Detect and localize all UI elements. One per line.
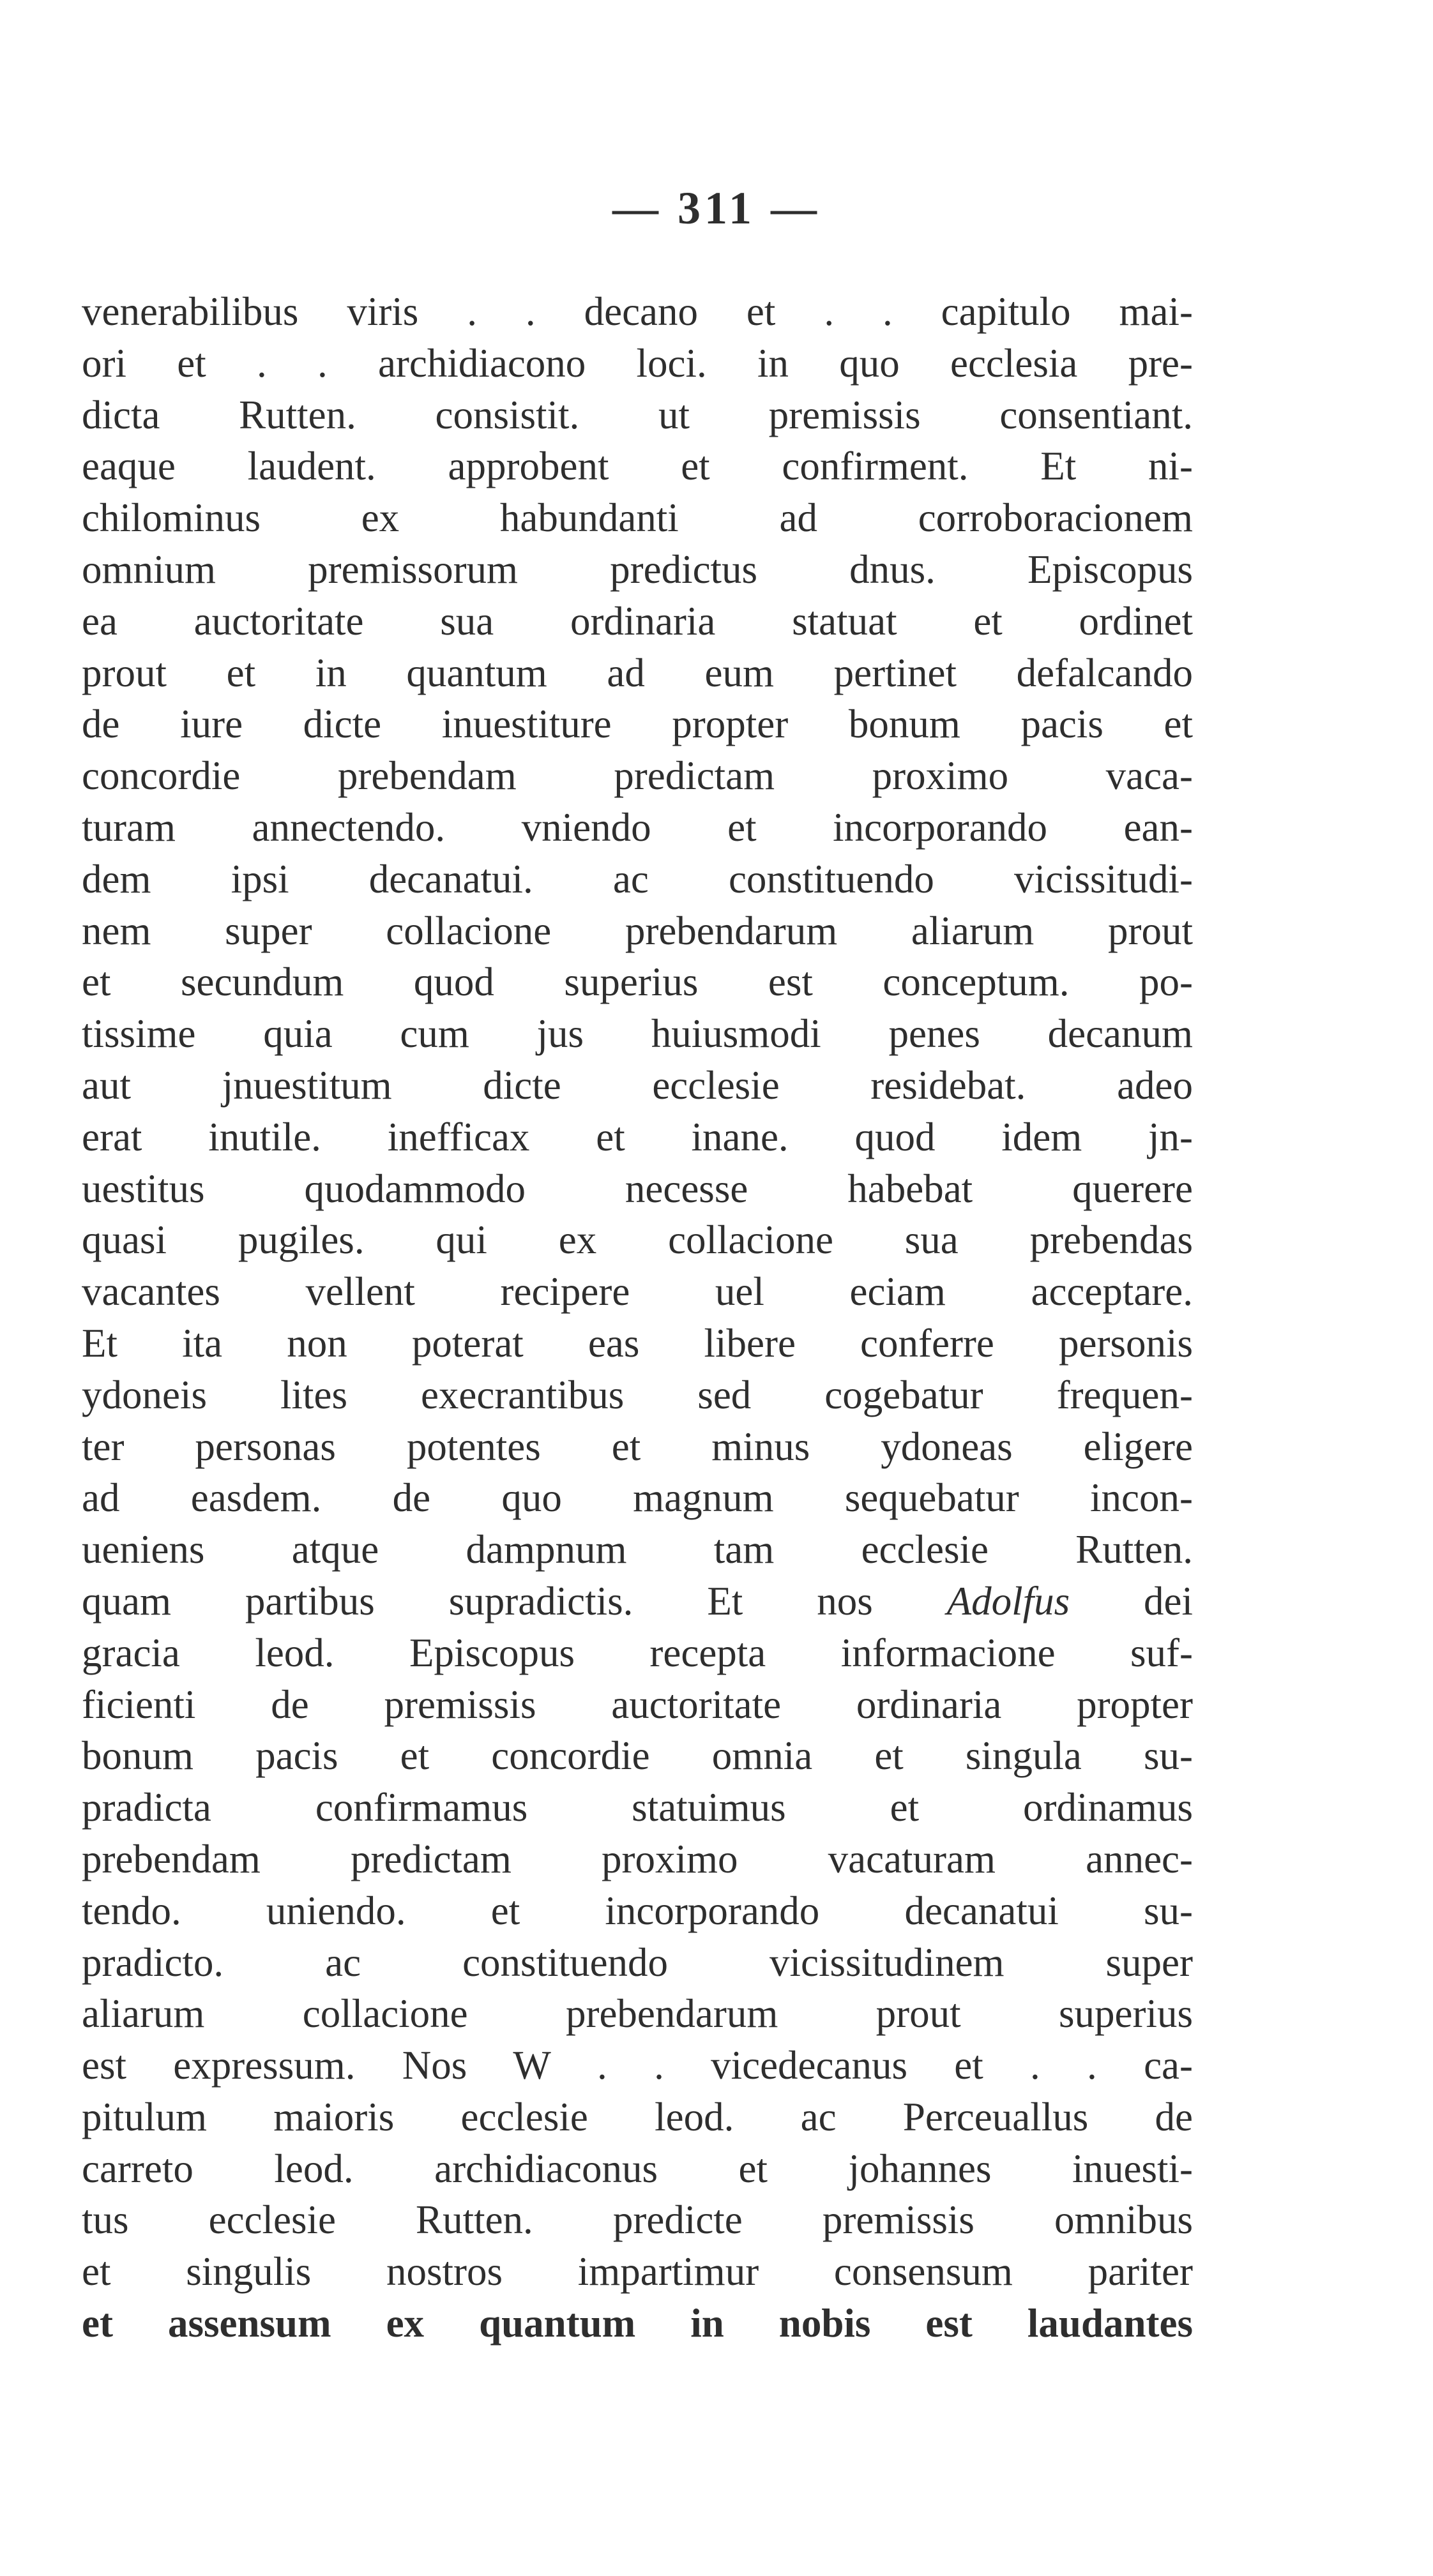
page-number-header: — 311 —	[612, 183, 821, 234]
text-line: ori et . . archidiacono loci. in quo ecclesia pre-	[82, 340, 1193, 386]
text-line: ficienti de premissis auctoritate ordinaria propter	[82, 1682, 1193, 1727]
text-line: quasi pugiles. qui ex collacione sua prebendas	[82, 1217, 1193, 1263]
text-line: pradicta confirmamus statuimus et ordinamus	[82, 1785, 1193, 1830]
text-line: tendo. uniendo. et incorporando decanatui su-	[82, 1888, 1193, 1933]
text-line: est expressum. Nos W . . vicedecanus et . . ca-	[82, 2043, 1193, 2088]
text-line: aut jnuestitum dicte ecclesie residebat. adeo	[82, 1062, 1193, 1108]
text-line: tus ecclesie Rutten. predicte premissis omnibus	[82, 2197, 1193, 2243]
text-line: ter personas potentes et minus ydoneas eligere	[82, 1424, 1193, 1469]
text-line: vacantes vellent recipere uel eciam acceptare.	[82, 1269, 1193, 1314]
text-line: ydoneis lites execrantibus sed cogebatur frequen-	[82, 1372, 1193, 1417]
text-line: uestitus quodammodo necesse habebat querere	[82, 1166, 1193, 1211]
text-line: et singulis nostros impartimur consensum pariter	[82, 2249, 1193, 2294]
text-line: eaque laudent. approbent et confirment. Et ni-	[82, 444, 1193, 489]
text-line: chilominus ex habundanti ad corroboracionem	[82, 495, 1193, 541]
text-line: bonum pacis et concordie omnia et singula su-	[82, 1733, 1193, 1779]
text-line: prout et in quantum ad eum pertinet defalcando	[82, 650, 1193, 695]
text-line: tissime quia cum jus huiusmodi penes decanum	[82, 1011, 1193, 1057]
text-line: dicta Rutten. consistit. ut premissis consentiant.	[82, 392, 1193, 437]
text-line: aliarum collacione prebendarum prout superius	[82, 1991, 1193, 2037]
text-line: turam annectendo. vniendo et incorporando ean-	[82, 804, 1193, 850]
text-line: et assensum ex quantum in nobis est laudantes	[82, 2301, 1193, 2346]
text-line: quam partibus supradictis. Et nos Adolfus dei	[82, 1578, 1194, 1623]
text-line: concordie prebendam predictam proximo vaca-	[82, 753, 1193, 799]
text-line: ad easdem. de quo magnum sequebatur incon-	[82, 1475, 1193, 1521]
text-line: gracia leod. Episcopus recepta informacione suf-	[82, 1630, 1193, 1675]
text-line: pradicto. ac constituendo vicissitudinem super	[82, 1940, 1193, 1985]
body-text	[82, 286, 1193, 2349]
text-line: Et ita non poterat eas libere conferre personis	[82, 1320, 1193, 1366]
text-line: erat inutile. inefficax et inane. quod idem jn-	[82, 1114, 1193, 1159]
text-line: et secundum quod superius est conceptum. po-	[82, 960, 1193, 1005]
italic-name: Adolfus	[946, 1578, 1070, 1623]
text-line: omnium premissorum predictus dnus. Episcopus	[82, 546, 1193, 592]
text-line: ea auctoritate sua ordinaria statuat et ordinet	[82, 598, 1193, 644]
text-line: venerabilibus viris . . decano et . . capitulo mai-	[82, 289, 1193, 334]
text-line: dem ipsi decanatui. ac constituendo vicissitudi-	[82, 856, 1193, 901]
text-line: carreto leod. archidiaconus et johannes inuesti-	[82, 2146, 1193, 2191]
text-line: pitulum maioris ecclesie leod. ac Perceuallus de	[82, 2094, 1193, 2139]
text-line: nem super collacione prebendarum aliarum prout	[82, 908, 1193, 953]
text-line: ueniens atque dampnum tam ecclesie Rutten.	[82, 1527, 1193, 1572]
text-line: prebendam predictam proximo vacaturam annec-	[82, 1836, 1193, 1881]
text-line: de iure dicte inuestiture propter bonum pacis et	[82, 702, 1193, 747]
